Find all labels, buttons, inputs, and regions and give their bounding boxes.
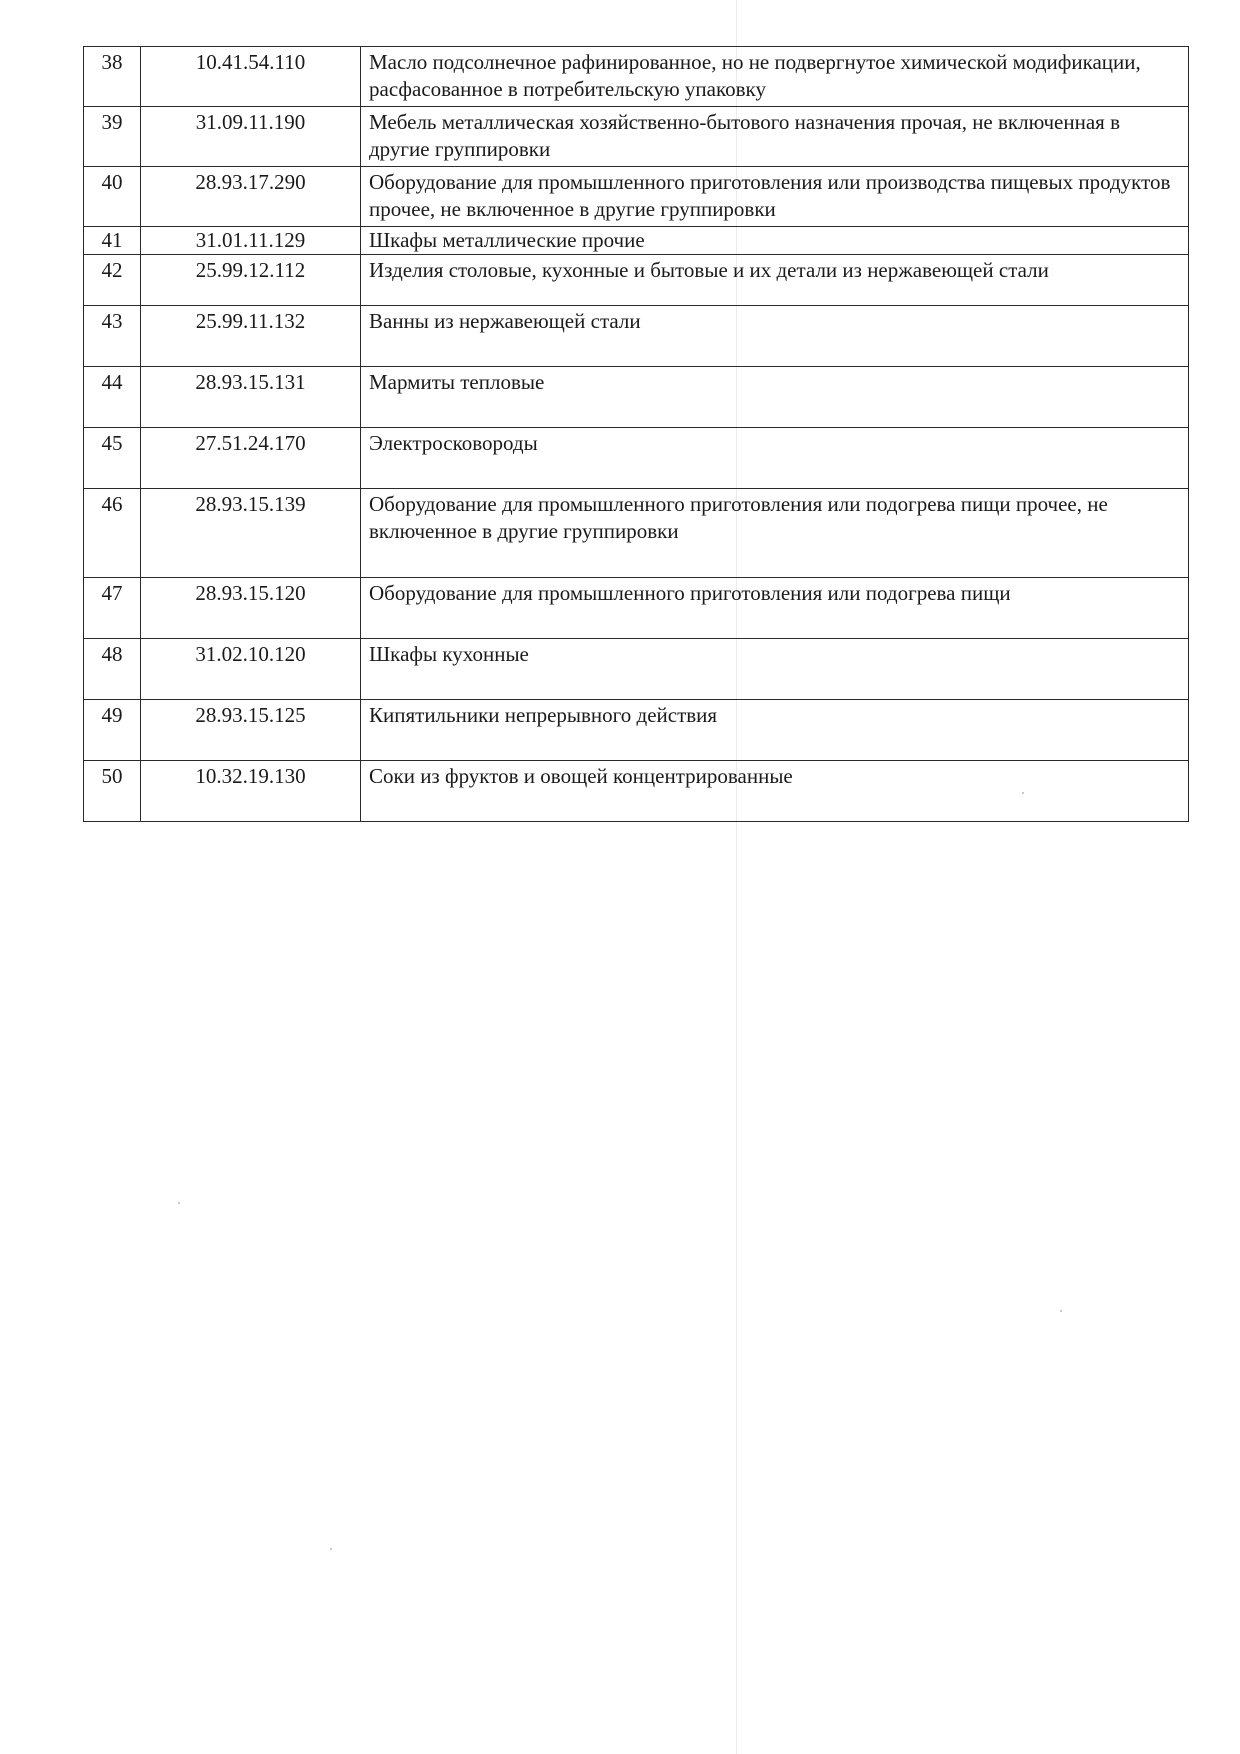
product-name: Мармиты тепловые bbox=[361, 367, 1189, 428]
scan-speck bbox=[1060, 1310, 1062, 1312]
table-row bbox=[84, 578, 1189, 639]
product-name: Соки из фруктов и овощей концентрированные bbox=[361, 761, 1189, 822]
scan-speck bbox=[330, 1548, 332, 1550]
table-row bbox=[84, 107, 1189, 167]
product-name: Масло подсолнечное рафинированное, но не подвергнутое химической модификации, расфасованное в потребительскую упаковку bbox=[361, 47, 1189, 107]
table-row bbox=[84, 306, 1189, 367]
okpd-code: 31.09.11.190 bbox=[141, 107, 361, 167]
okpd-code: 28.93.17.290 bbox=[141, 167, 361, 227]
table-row bbox=[84, 700, 1189, 761]
table-row bbox=[84, 639, 1189, 700]
row-number: 42 bbox=[84, 255, 141, 306]
row-number: 49 bbox=[84, 700, 141, 761]
product-code-table bbox=[83, 46, 1189, 822]
row-number: 47 bbox=[84, 578, 141, 639]
table-row bbox=[84, 428, 1189, 489]
okpd-code: 27.51.24.170 bbox=[141, 428, 361, 489]
okpd-code: 28.93.15.139 bbox=[141, 489, 361, 578]
okpd-code: 28.93.15.131 bbox=[141, 367, 361, 428]
okpd-code: 10.41.54.110 bbox=[141, 47, 361, 107]
row-number: 45 bbox=[84, 428, 141, 489]
product-name: Шкафы металлические прочие bbox=[361, 227, 1189, 255]
row-number: 40 bbox=[84, 167, 141, 227]
row-number: 46 bbox=[84, 489, 141, 578]
table-row bbox=[84, 255, 1189, 306]
okpd-code: 31.01.11.129 bbox=[141, 227, 361, 255]
table-row bbox=[84, 47, 1189, 107]
product-name: Мебель металлическая хозяйственно-бытового назначения прочая, не включенная в другие группировки bbox=[361, 107, 1189, 167]
row-number: 48 bbox=[84, 639, 141, 700]
okpd-code: 31.02.10.120 bbox=[141, 639, 361, 700]
row-number: 50 bbox=[84, 761, 141, 822]
okpd-code: 25.99.11.132 bbox=[141, 306, 361, 367]
okpd-code: 25.99.12.112 bbox=[141, 255, 361, 306]
scan-speck bbox=[178, 1202, 180, 1204]
product-name: Шкафы кухонные bbox=[361, 639, 1189, 700]
product-name: Ванны из нержавеющей стали bbox=[361, 306, 1189, 367]
table-row bbox=[84, 367, 1189, 428]
table-row bbox=[84, 489, 1189, 578]
okpd-code: 28.93.15.120 bbox=[141, 578, 361, 639]
row-number: 41 bbox=[84, 227, 141, 255]
table-row bbox=[84, 227, 1189, 255]
row-number: 38 bbox=[84, 47, 141, 107]
product-name: Оборудование для промышленного приготовления или подогрева пищи bbox=[361, 578, 1189, 639]
table-row bbox=[84, 761, 1189, 822]
okpd-code: 28.93.15.125 bbox=[141, 700, 361, 761]
row-number: 39 bbox=[84, 107, 141, 167]
product-name: Изделия столовые, кухонные и бытовые и их детали из нержавеющей стали bbox=[361, 255, 1189, 306]
product-name: Оборудование для промышленного приготовления или подогрева пищи прочее, не включенное в другие группировки bbox=[361, 489, 1189, 578]
product-name: Кипятильники непрерывного действия bbox=[361, 700, 1189, 761]
row-number: 44 bbox=[84, 367, 141, 428]
row-number: 43 bbox=[84, 306, 141, 367]
table-row bbox=[84, 167, 1189, 227]
product-name: Электросковороды bbox=[361, 428, 1189, 489]
okpd-code: 10.32.19.130 bbox=[141, 761, 361, 822]
product-name: Оборудование для промышленного приготовления или производства пищевых продуктов прочее, не включенное в другие группировки bbox=[361, 167, 1189, 227]
